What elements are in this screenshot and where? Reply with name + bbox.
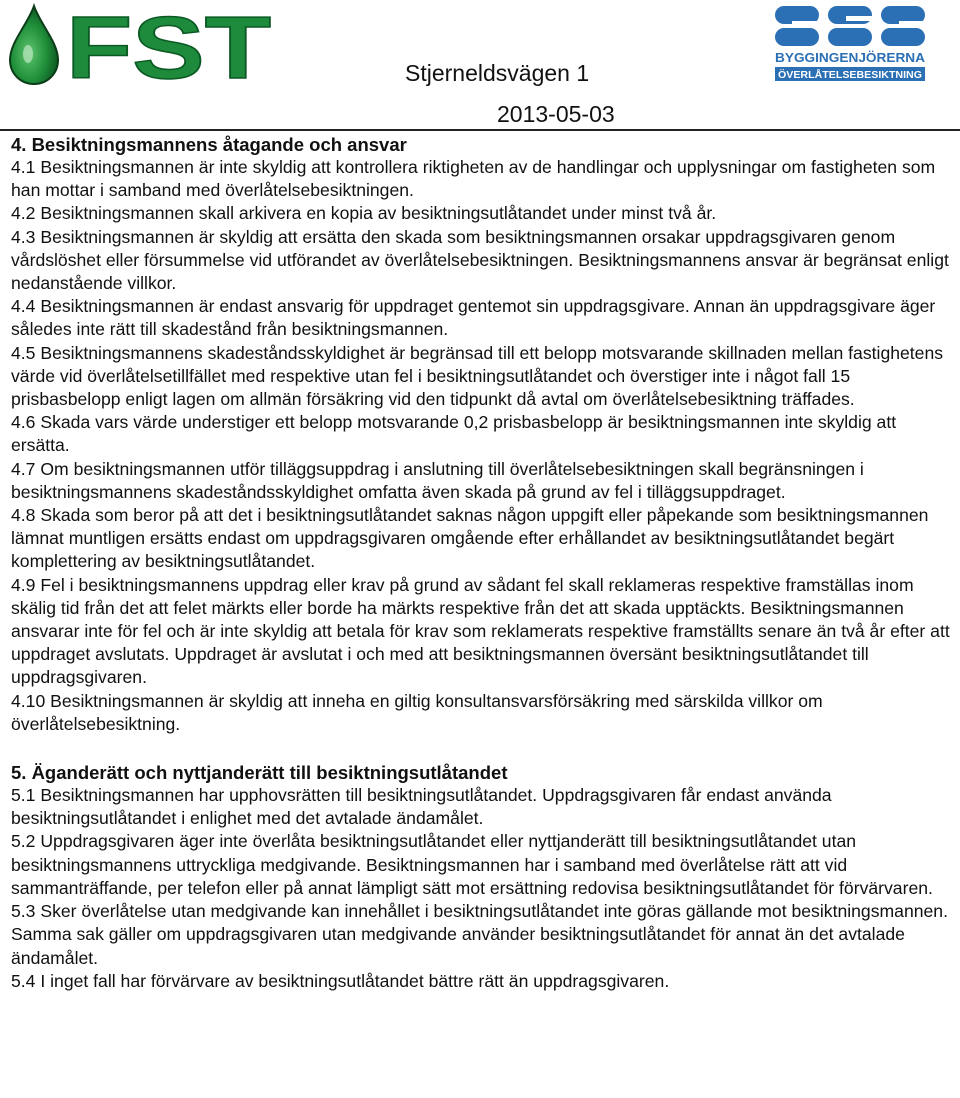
- property-address: Stjerneldsvägen 1: [405, 60, 590, 86]
- header-divider: [0, 129, 960, 131]
- section-4: [11, 133, 951, 736]
- paragraph: 4.8 Skada som beror på att det i besiktningsutlåtandet saknas någon uppgift eller påpekande som besiktningsmannen lämnat muntligen ersätts endast om uppdragsgivaren omgående efter erhållandet av besiktningsutlåtandet begärt komplettering av besiktningsutlåtandet.: [11, 505, 929, 572]
- section-gap: [11, 736, 951, 761]
- paragraph: 4.3 Besiktningsmannen är skyldig att ersätta den skada som besiktningsmannen orsakar uppdragsgivaren genom vårdslöshet eller försummelse vid utförandet av överlåtelsebesiktningen. Besiktningsmannens ansvar är begränsat enligt nedanstående villkor.: [11, 226, 949, 294]
- section-5: [11, 761, 951, 993]
- paragraph: 5.3 Sker överlåtelse utan medgivande kan innehållet i besiktningsutlåtandet inte göras gällande mot besiktningsmannen. Samma sak gäller om uppdragsgivaren utan medgivande använder besiktningsutlåtandet för annat än det avtalade ändamålet.: [11, 901, 948, 968]
- section-title: 4. Besiktningsmannens åtagande och ansvar: [11, 134, 407, 155]
- sbr-logo-line2: ÖVERLÅTELSEBESIKTNING: [778, 69, 921, 81]
- sbr-logo-line1: BYGGINGENJÖRERNA: [775, 50, 926, 65]
- section-title: 5. Äganderätt och nyttjanderätt till besiktningsutlåtandet: [11, 762, 508, 784]
- paragraph: 4.4 Besiktningsmannen är endast ansvarig för uppdraget gentemot sin uppdragsgivare. Annan än uppdragsgivare äger således inte rätt till skadestånd från besiktningsmannen.: [11, 296, 936, 340]
- paragraph: 4.2 Besiktningsmannen skall arkivera en kopia av besiktningsutlåtandet under minst två år.: [11, 203, 717, 224]
- paragraph: 4.6 Skada vars värde understiger ett belopp motsvarande 0,2 prisbasbelopp är besiktningsmannen inte skyldig att ersätta.: [11, 412, 897, 456]
- paragraph: 5.2 Uppdragsgivaren äger inte överlåta besiktningsutlåtandet eller nyttjanderätt till besiktningsutlåtandet utan besiktningsmannens uttryckliga medgivande. Besiktningsmannen har i samband med överlåtelse rätt att vid sammanträffande, per telefon eller på annat lämpligt sätt mot ersättning redovisa besiktningsutlåtandet för förvärvaren.: [11, 831, 933, 898]
- page-header: [0, 0, 960, 132]
- fst-logo-text: FST: [66, 2, 271, 86]
- paragraph: 5.4 I inget fall har förvärvare av besiktningsutlåtandet bättre rätt än uppdragsgivaren.: [11, 970, 670, 991]
- fst-logo: [6, 2, 276, 86]
- document-date: 2013-05-03: [497, 101, 615, 127]
- paragraph: 5.1 Besiktningsmannen har upphovsrätten till besiktningsutlåtandet. Uppdragsgivaren får endast använda besiktningsutlåtandet i enlighet med det avtalade ändamålet.: [11, 785, 832, 829]
- sbr-logo: [772, 4, 928, 84]
- paragraph: 4.10 Besiktningsmannen är skyldig att inneha en giltig konsultansvarsförsäkring med särskilda villkor om överlåtelsebesiktning.: [11, 690, 823, 734]
- paragraph: 4.9 Fel i besiktningsmannens uppdrag eller krav på grund av sådant fel skall reklameras respektive framställas inom skälig tid från det att felet märkts eller borde ha märkts respektive från det att skada upptäckts. Besiktningsmannen ansvarar inte för fel och är inte skyldig att betala för krav som reklamerats respektive framställts senare än två år efter att uppdraget avslutats. Uppdraget är avslutat i och med att besiktningsmannen översänt besiktningsutlåtandet till uppdragsgivaren.: [11, 574, 950, 688]
- paragraph: 4.1 Besiktningsmannen är inte skyldig att kontrollera riktigheten av de handlingar och upplysningar om fastigheten som han mottar i samband med överlåtelsebesiktningen.: [11, 157, 936, 201]
- paragraph: 4.7 Om besiktningsmannen utför tilläggsuppdrag i anslutning till överlåtelsebesiktningen skall begränsningen i besiktningsmannens skadeståndsskyldighet omfatta även skada på grund av fel i tilläggsuppdraget.: [11, 458, 864, 502]
- document-body: [11, 133, 951, 993]
- paragraph: 4.5 Besiktningsmannens skadeståndsskyldighet är begränsad till ett belopp motsvarande skillnaden mellan fastighetens värde vid överlåtelsetillfället med respektive utan fel i besiktningsutlåtandet och överstiger inte i något fall 15 prisbasbelopp enligt lagen om allmän försäkring vid den tidpunkt då avtal om överlåtelsebesiktning träffades.: [11, 342, 944, 410]
- drop-icon: [10, 6, 58, 84]
